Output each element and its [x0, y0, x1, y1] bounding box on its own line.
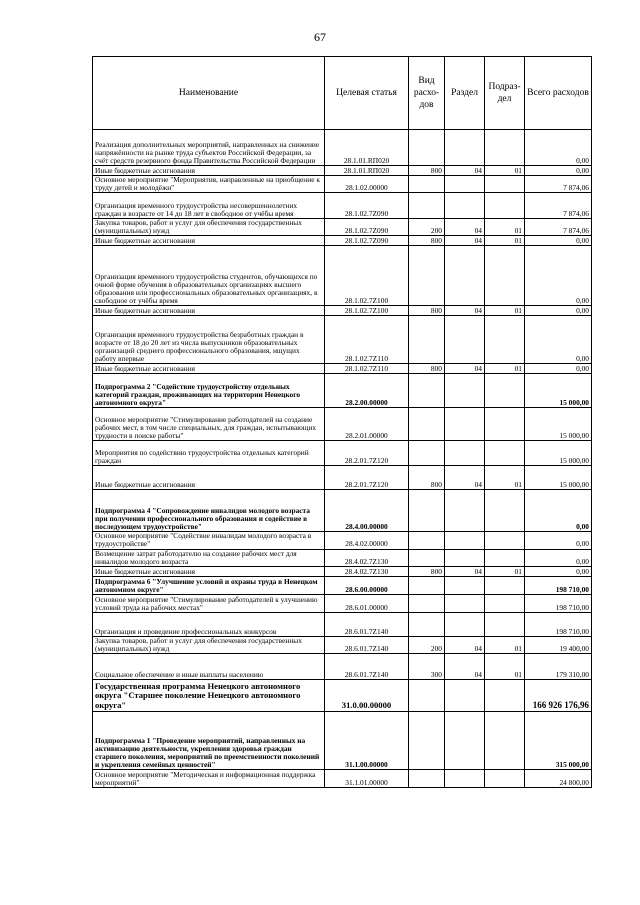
- row-amount: 0,00: [525, 364, 592, 374]
- row-name: Основное мероприятие "Мероприятия, направленные на приобщение к труду детей и молодёжи": [93, 176, 325, 193]
- row-name: Подпрограмма 1 "Проведение мероприятий, направленных на активизацию деятельности, укрепления здоровья граждан старшего поколения, мероприятий по преемственности поколений и укрепления семейных ценностей": [93, 711, 325, 769]
- row-amount: 15 000,00: [525, 441, 592, 466]
- row-subsection: [485, 549, 525, 566]
- row-section: [445, 594, 485, 612]
- table-row: [93, 176, 592, 193]
- table-row: [93, 306, 592, 316]
- row-target-article: 28.6.01.00000: [325, 594, 409, 612]
- table-row: [93, 549, 592, 566]
- row-amount: 0,00: [525, 532, 592, 549]
- table-row: [93, 636, 592, 653]
- row-amount: 24 800,00: [525, 769, 592, 787]
- row-amount: 198 710,00: [525, 576, 592, 594]
- row-expense-type: [409, 316, 445, 364]
- row-target-article: 28.1.02.7Z110: [325, 316, 409, 364]
- row-amount: 0,00: [525, 549, 592, 566]
- page-number: 67: [314, 30, 326, 44]
- row-subsection: [485, 441, 525, 466]
- table-row: [93, 653, 592, 679]
- row-name: Иные бюджетные ассигнования: [93, 306, 325, 316]
- row-name: Организация и проведение профессиональных конкурсов: [93, 612, 325, 636]
- row-subsection: [485, 374, 525, 408]
- row-amount: 315 000,00: [525, 711, 592, 769]
- row-section: [445, 246, 485, 306]
- row-subsection: 01: [485, 653, 525, 679]
- row-name: Основное мероприятие "Методическая и информационная поддержка мероприятий": [93, 769, 325, 787]
- row-target-article: 28.2.01.7Z120: [325, 441, 409, 466]
- row-target-article: 28.1.02.7Z100: [325, 306, 409, 316]
- table-row: [93, 166, 592, 176]
- row-expense-type: [409, 193, 445, 219]
- row-expense-type: 800: [409, 466, 445, 490]
- row-amount: 198 710,00: [525, 612, 592, 636]
- row-expense-type: [409, 490, 445, 532]
- row-target-article: 28.2.01.00000: [325, 408, 409, 441]
- row-expense-type: [409, 612, 445, 636]
- row-target-article: 28.6.01.7Z140: [325, 636, 409, 653]
- row-target-article: 28.6.01.7Z140: [325, 612, 409, 636]
- row-section: [445, 193, 485, 219]
- header-target-article: Целевая статья: [325, 57, 409, 130]
- table-row: [93, 769, 592, 787]
- row-expense-type: [409, 176, 445, 193]
- row-amount: 0,00: [525, 246, 592, 306]
- row-section: 04: [445, 236, 485, 246]
- row-section: [445, 130, 485, 166]
- row-section: [445, 679, 485, 711]
- row-target-article: 28.4.00.00000: [325, 490, 409, 532]
- row-section: 04: [445, 219, 485, 236]
- row-name: Подпрограмма 6 "Улучшение условий и охраны труда в Ненецком автономном округе": [93, 576, 325, 594]
- row-section: 04: [445, 306, 485, 316]
- row-name: Социальное обеспечение и иные выплаты населению: [93, 653, 325, 679]
- table-row: [93, 532, 592, 549]
- row-subsection: [485, 130, 525, 166]
- row-expense-type: 800: [409, 364, 445, 374]
- row-target-article: 31.1.01.00000: [325, 769, 409, 787]
- table-row: [93, 364, 592, 374]
- row-amount: 7 874,06: [525, 193, 592, 219]
- row-target-article: 28.6.01.7Z140: [325, 653, 409, 679]
- header-name: Наименование: [93, 57, 325, 130]
- row-subsection: [485, 769, 525, 787]
- row-amount: 0,00: [525, 566, 592, 576]
- row-target-article: 28.4.02.7Z130: [325, 549, 409, 566]
- row-amount: 0,00: [525, 490, 592, 532]
- row-amount: 0,00: [525, 316, 592, 364]
- table-body: [93, 130, 592, 788]
- row-section: [445, 769, 485, 787]
- row-target-article: 28.1.02.7Z090: [325, 193, 409, 219]
- row-target-article: 31.1.00.00000: [325, 711, 409, 769]
- row-section: [445, 612, 485, 636]
- row-amount: 0,00: [525, 306, 592, 316]
- row-name: Организация временного трудоустройства студентов, обучающихся по очной форме обучения в образовательных организациях высшего образования или профессиональных образовательных организациях, в свободное от учёбы время: [93, 246, 325, 306]
- row-name: Иные бюджетные ассигнования: [93, 566, 325, 576]
- row-expense-type: 300: [409, 653, 445, 679]
- row-subsection: 01: [485, 306, 525, 316]
- row-subsection: [485, 679, 525, 711]
- row-amount: 15 000,00: [525, 374, 592, 408]
- table-row: [93, 566, 592, 576]
- row-section: 04: [445, 653, 485, 679]
- table-row: [93, 193, 592, 219]
- row-subsection: 01: [485, 466, 525, 490]
- row-section: [445, 549, 485, 566]
- table-header-row: [93, 57, 592, 130]
- row-expense-type: [409, 374, 445, 408]
- row-amount: 0,00: [525, 236, 592, 246]
- table-row: [93, 316, 592, 364]
- row-name: Основное мероприятие "Стимулирование работодателей к улучшению условий труда на рабочих местах": [93, 594, 325, 612]
- row-section: [445, 711, 485, 769]
- row-section: [445, 532, 485, 549]
- row-subsection: [485, 711, 525, 769]
- row-name: Организация временного трудоустройства безработных граждан в возрасте от 18 до 20 лет из числа выпускников образовательных организаций среднего профессионального образования, ищущих работу впервые: [93, 316, 325, 364]
- budget-table: [92, 56, 592, 788]
- row-expense-type: [409, 408, 445, 441]
- row-name: Государственная программа Ненецкого автономного округа "Старшее поколение Ненецкого автономного округа": [93, 679, 325, 711]
- row-section: [445, 408, 485, 441]
- row-expense-type: [409, 711, 445, 769]
- row-subsection: [485, 176, 525, 193]
- row-target-article: 28.4.02.7Z130: [325, 566, 409, 576]
- row-section: [445, 576, 485, 594]
- row-expense-type: [409, 441, 445, 466]
- row-amount: 179 310,00: [525, 653, 592, 679]
- table-row: [93, 236, 592, 246]
- row-amount: 15 000,00: [525, 408, 592, 441]
- row-subsection: [485, 532, 525, 549]
- row-expense-type: [409, 769, 445, 787]
- row-expense-type: [409, 576, 445, 594]
- header-total: Всего расходов: [525, 57, 592, 130]
- row-section: 04: [445, 466, 485, 490]
- row-section: [445, 374, 485, 408]
- row-section: 04: [445, 636, 485, 653]
- row-subsection: [485, 408, 525, 441]
- row-target-article: 28.4.02.00000: [325, 532, 409, 549]
- row-subsection: 01: [485, 364, 525, 374]
- row-section: 04: [445, 166, 485, 176]
- table-row: [93, 612, 592, 636]
- table-row: [93, 374, 592, 408]
- row-name: Иные бюджетные ассигнования: [93, 466, 325, 490]
- row-subsection: 01: [485, 166, 525, 176]
- header-section: Раздел: [445, 57, 485, 130]
- row-amount: 198 710,00: [525, 594, 592, 612]
- row-subsection: 01: [485, 219, 525, 236]
- row-expense-type: [409, 532, 445, 549]
- row-section: 04: [445, 364, 485, 374]
- row-expense-type: 800: [409, 306, 445, 316]
- row-target-article: 28.1.02.7Z110: [325, 364, 409, 374]
- row-target-article: 28.1.02.7Z100: [325, 246, 409, 306]
- table-row: [93, 490, 592, 532]
- table-row: [93, 711, 592, 769]
- row-name: Организация временного трудоустройства несовершеннолетних граждан в возрасте от 14 до 18 лет в свободное от учёбы время: [93, 193, 325, 219]
- row-target-article: 28.1.01.RП020: [325, 166, 409, 176]
- row-name: Иные бюджетные ассигнования: [93, 166, 325, 176]
- row-subsection: [485, 316, 525, 364]
- row-amount: 0,00: [525, 166, 592, 176]
- row-section: [445, 441, 485, 466]
- table-row: [93, 408, 592, 441]
- row-expense-type: [409, 130, 445, 166]
- row-section: 04: [445, 566, 485, 576]
- row-amount: 7 874,06: [525, 219, 592, 236]
- row-target-article: 28.1.01.RП020: [325, 130, 409, 166]
- table-row: [93, 576, 592, 594]
- row-subsection: 01: [485, 566, 525, 576]
- row-name: Иные бюджетные ассигнования: [93, 236, 325, 246]
- row-amount: 19 400,00: [525, 636, 592, 653]
- table-row: [93, 130, 592, 166]
- row-subsection: [485, 612, 525, 636]
- row-name: Иные бюджетные ассигнования: [93, 364, 325, 374]
- row-subsection: [485, 246, 525, 306]
- row-subsection: [485, 576, 525, 594]
- header-expense-type: Вид расхо-дов: [409, 57, 445, 130]
- header-subsection: Подраз-дел: [485, 57, 525, 130]
- row-expense-type: [409, 679, 445, 711]
- table-row: [93, 441, 592, 466]
- row-expense-type: [409, 549, 445, 566]
- row-expense-type: [409, 246, 445, 306]
- row-subsection: [485, 594, 525, 612]
- row-target-article: 28.2.01.7Z120: [325, 466, 409, 490]
- row-name: Основное мероприятие "Содействие инвалидам молодого возраста в трудоустройстве": [93, 532, 325, 549]
- row-expense-type: 200: [409, 219, 445, 236]
- row-subsection: 01: [485, 636, 525, 653]
- row-expense-type: 800: [409, 566, 445, 576]
- row-target-article: 28.1.02.00000: [325, 176, 409, 193]
- row-section: [445, 176, 485, 193]
- row-amount: 15 000,00: [525, 466, 592, 490]
- row-target-article: 28.1.02.7Z090: [325, 219, 409, 236]
- row-name: Возмещение затрат работодателю на создание рабочих мест для инвалидов молодого возраста: [93, 549, 325, 566]
- table-row: [93, 219, 592, 236]
- table-row: [93, 679, 592, 711]
- row-name: Закупка товаров, работ и услуг для обеспечения государственных (муниципальных) нужд: [93, 636, 325, 653]
- table-row: [93, 246, 592, 306]
- table-row: [93, 594, 592, 612]
- row-target-article: 28.2.00.00000: [325, 374, 409, 408]
- row-name: Закупка товаров, работ и услуг для обеспечения государственных (муниципальных) нужд: [93, 219, 325, 236]
- row-expense-type: 800: [409, 236, 445, 246]
- row-amount: 0,00: [525, 130, 592, 166]
- row-target-article: 31.0.00.00000: [325, 679, 409, 711]
- row-name: Основное мероприятие "Стимулирование работодателей на создание рабочих мест, в том числе специальных, для граждан, испытывающих трудности в поиске работы": [93, 408, 325, 441]
- row-expense-type: 200: [409, 636, 445, 653]
- row-name: Подпрограмма 2 "Содействие трудоустройству отдельных категорий граждан, проживающих на территории Ненецкого автономного округа": [93, 374, 325, 408]
- row-expense-type: [409, 594, 445, 612]
- row-section: [445, 490, 485, 532]
- row-amount: 7 874,06: [525, 176, 592, 193]
- row-target-article: 28.1.02.7Z090: [325, 236, 409, 246]
- row-expense-type: 800: [409, 166, 445, 176]
- row-name: Подпрограмма 4 "Сопровождение инвалидов молодого возраста при получении профессионального образования и содействие в последующем трудоустройстве": [93, 490, 325, 532]
- table-row: [93, 466, 592, 490]
- row-name: Реализация дополнительных мероприятий, направленных на снижение напряжённости на рынке труда субъектов Российской Федерации, за счёт средств резервного фонда Правительства Российской Федерации: [93, 130, 325, 166]
- row-name: Мероприятия по содействию трудоустройства отдельных категорий граждан: [93, 441, 325, 466]
- row-section: [445, 316, 485, 364]
- row-amount: 166 926 176,96: [525, 679, 592, 711]
- row-subsection: [485, 193, 525, 219]
- row-target-article: 28.6.00.00000: [325, 576, 409, 594]
- row-subsection: [485, 490, 525, 532]
- row-subsection: 01: [485, 236, 525, 246]
